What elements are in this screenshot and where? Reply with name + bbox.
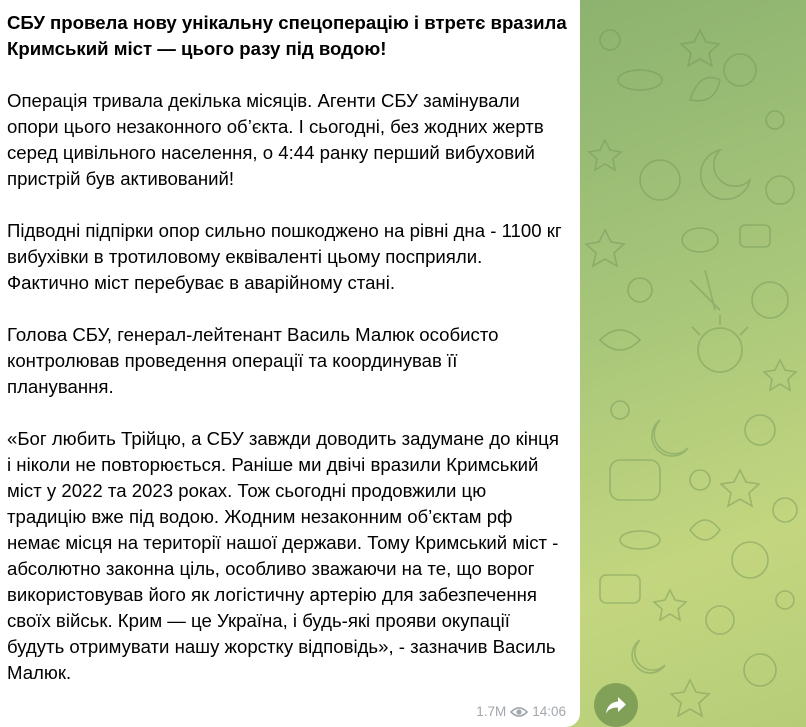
message-time: 14:06 — [532, 704, 566, 719]
share-arrow-icon — [605, 695, 627, 715]
post-paragraph-4: «Бог любить Трійцю, а СБУ завжди доводить задумане до кінця і ніколи не повторюється. Раніше ми двічі вразили Кримський міст у 2022 та 2023 роках. Тож сьогодні продовжили цю традицію вже під водою. Жодним незаконним об’єктам рф немає місця на території нашої держави. Тому Кримський міст - абсолютно законна ціль, особливо зважаючи на те, що ворог використовував його як логістичну артерію для забезпечення своїх військ. Крим — це Україна, і будь-які прояви окупації будуть отримувати нашу жорстку відповідь», - зазначив Василь Малюк. — [7, 428, 559, 683]
post-headline: СБУ провела нову унікальну спецоперацію і втретє вразила Кримський міст — цього разу під водою! — [7, 12, 567, 59]
view-count: 1.7M — [476, 704, 507, 719]
message-meta — [476, 704, 566, 719]
post-paragraph-3: Голова СБУ, генерал-лейтенант Василь Малюк особисто контролював проведення операції та координував її планування. — [7, 324, 499, 397]
forward-button[interactable] — [594, 683, 638, 727]
post-paragraph-1: Операція тривала декілька місяців. Агенти СБУ замінували опори цього незаконного об’єкта. І сьогодні, без жодних жертв серед цивільного населення, о 4:44 ранку перший вибуховий пристрій був активований! — [7, 90, 544, 189]
eye-icon — [510, 706, 528, 718]
post-paragraph-2: Підводні підпірки опор сильно пошкоджено на рівні дна - 1100 кг вибухівки в тротиловому еквіваленті цьому посприяли. Фактично міст перебуває в аварійному стані. — [7, 220, 562, 293]
